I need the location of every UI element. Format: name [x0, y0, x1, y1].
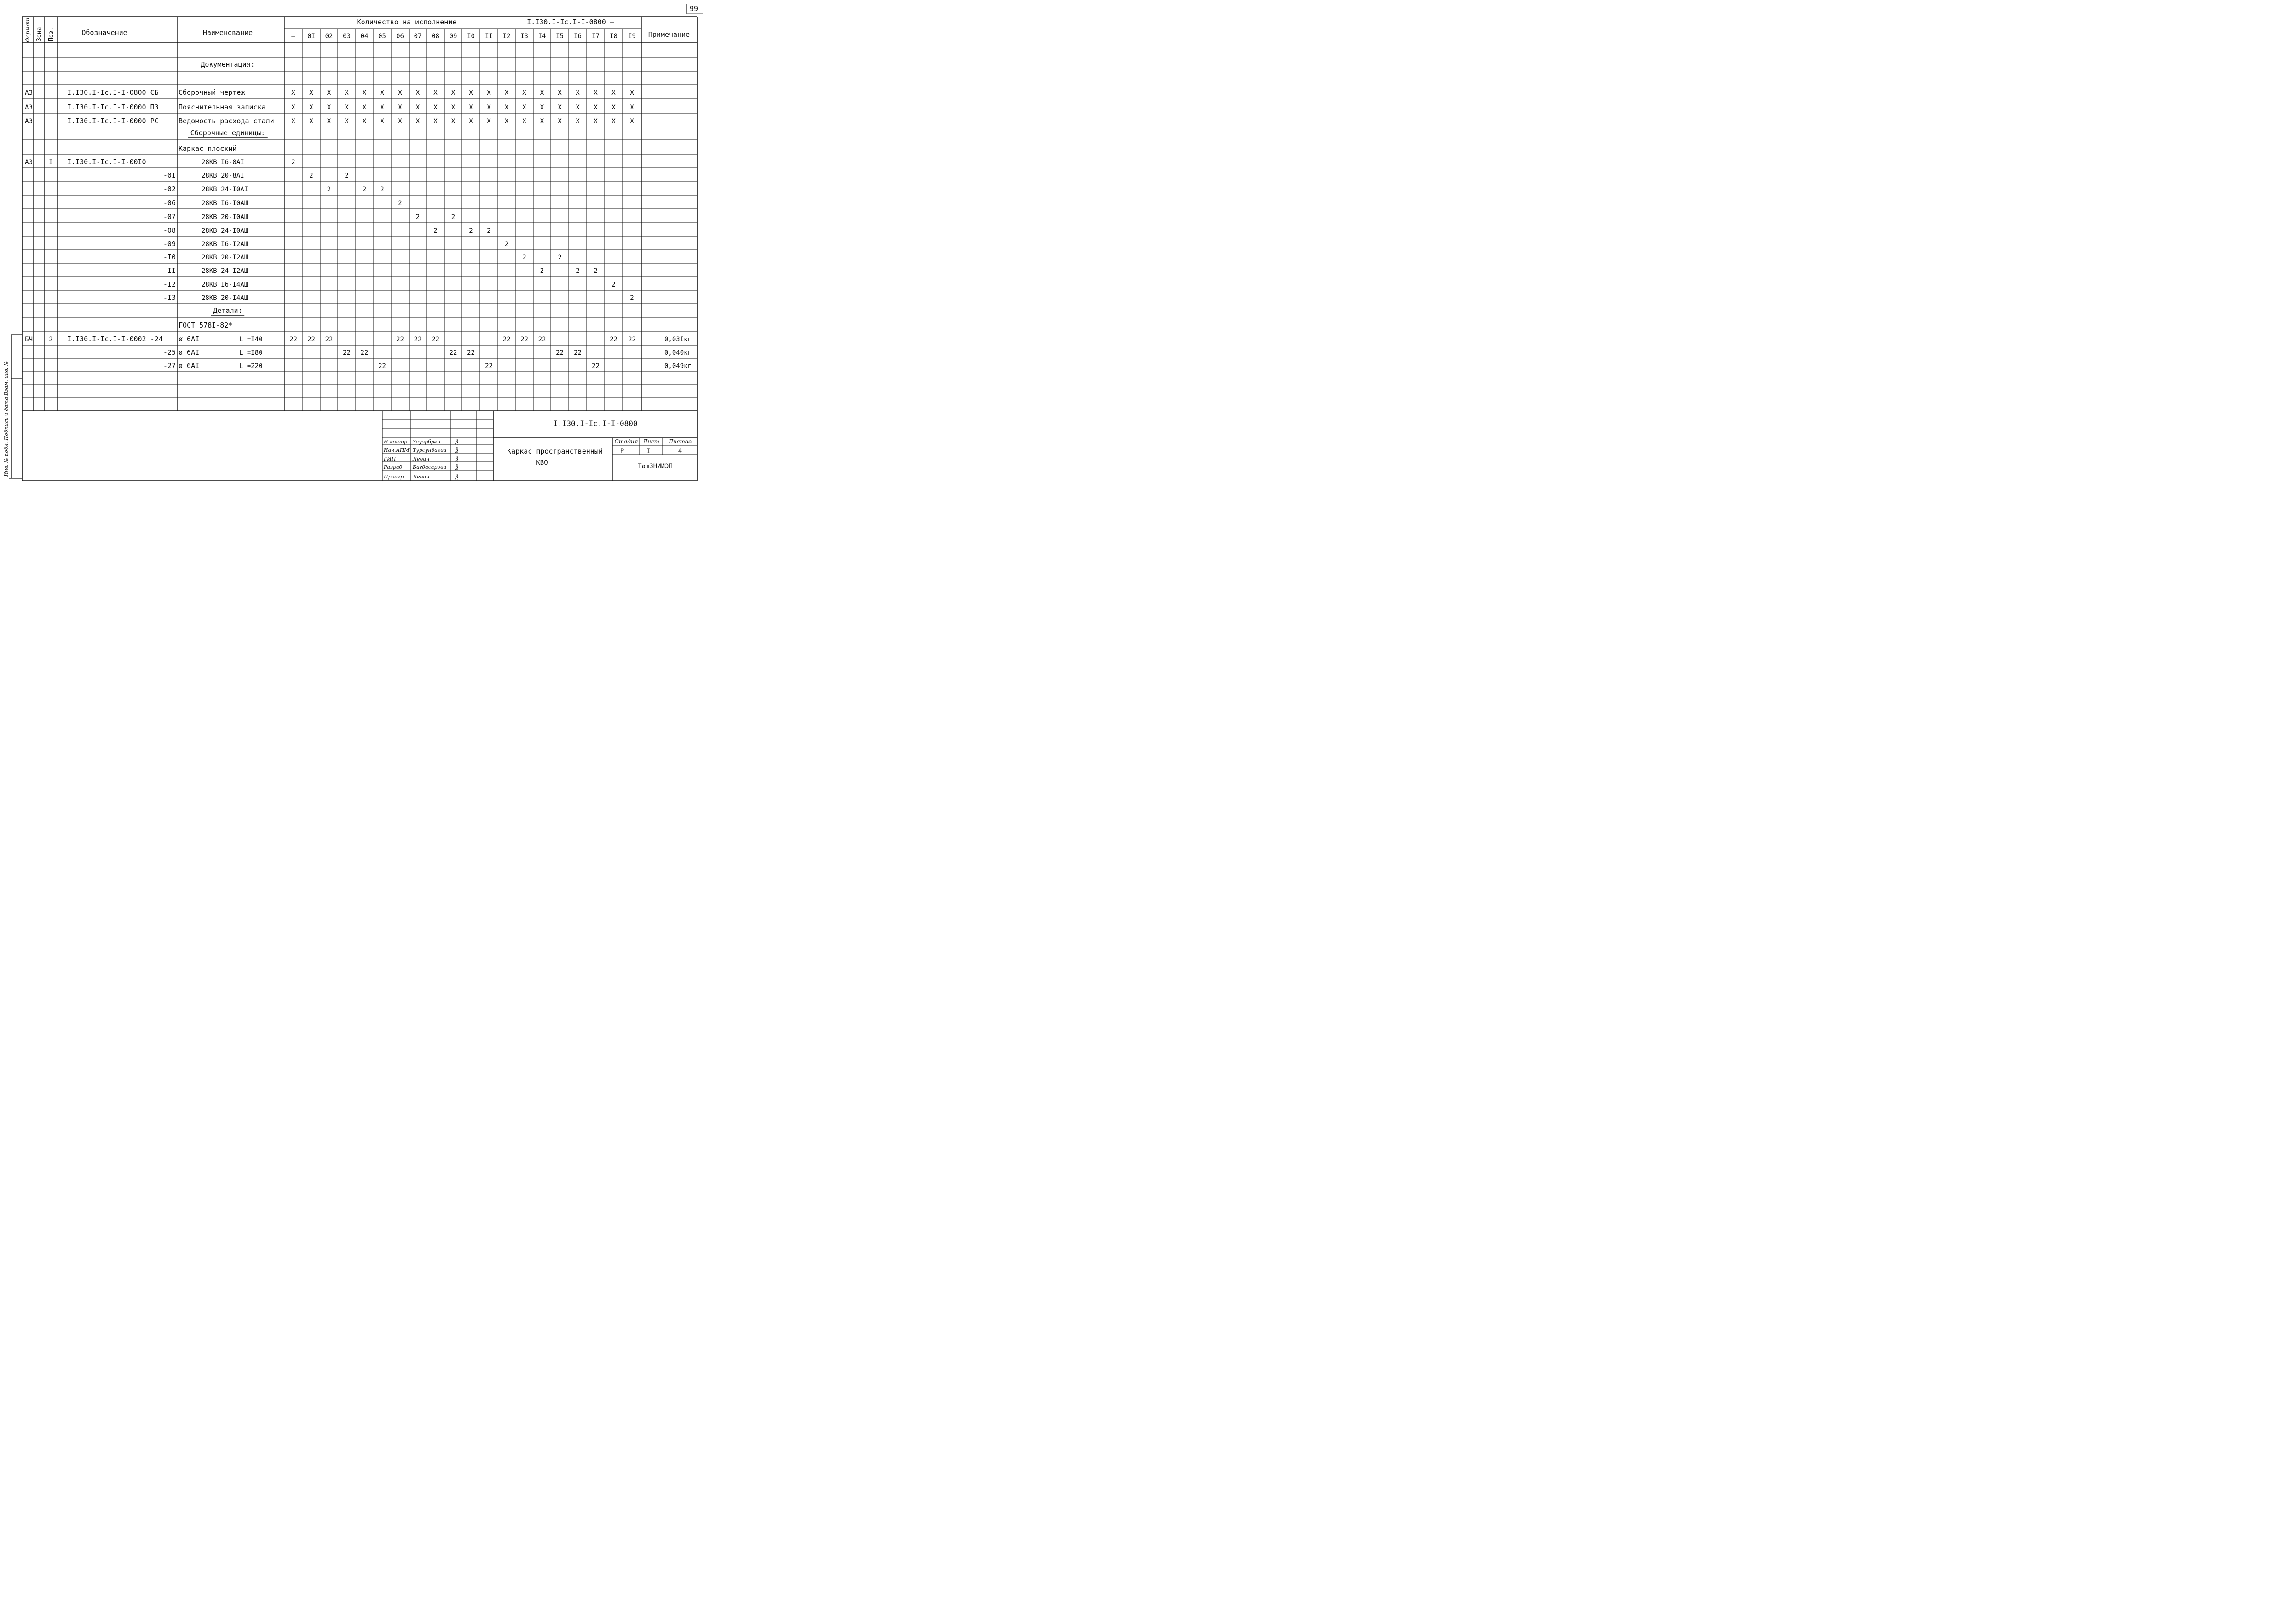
quantity-cell: X [451, 104, 456, 111]
row-length: L =I80 [239, 349, 263, 357]
row-name: Сборочный чертеж [179, 88, 245, 97]
row-name: Ведомость расхода стали [179, 117, 274, 125]
execution-header-17: I7 [592, 33, 600, 40]
row-name: 28КВ I6-I4АШ [202, 281, 248, 288]
quantity-cell: 22 [414, 336, 422, 343]
quantity-cell: 22 [307, 336, 315, 343]
quantity-cell: 2 [469, 227, 473, 235]
quantity-cell: X [345, 89, 349, 97]
quantity-cell: X [362, 118, 367, 125]
row-designation: I.I30.I-Ic.I-I-0000 РС [67, 117, 159, 125]
row-designation: -27 [163, 362, 176, 370]
quantity-cell: X [611, 104, 616, 111]
section-heading: Документация: [201, 60, 255, 69]
row-designation: I.I30.I-Ic.I-I-0000 ПЗ [67, 103, 159, 111]
execution-header-8: 08 [432, 33, 439, 40]
row-designation: -I3 [163, 294, 176, 302]
quantity-cell: 22 [396, 336, 404, 343]
title-organization: ТашЗНИИЭП [638, 463, 673, 470]
row-name: ø 6АI [179, 362, 200, 370]
signer-role: Разраб [384, 464, 403, 470]
header-doc-ref: I.I30.I-Ic.I-I-0800 – [527, 18, 614, 26]
quantity-cell: X [398, 89, 402, 97]
row-designation: -25 [163, 348, 176, 357]
row-designation: -II [163, 266, 176, 275]
row-format: А3 [25, 159, 33, 166]
quantity-cell: 22 [343, 349, 351, 357]
quantity-cell: X [611, 118, 616, 125]
row-designation: -I2 [163, 280, 176, 288]
row-note: 0,03Iкг [664, 336, 692, 343]
table-content [25, 33, 692, 370]
row-position: I [49, 159, 53, 166]
execution-header-4: 04 [360, 33, 369, 40]
section-heading: Детали: [213, 306, 242, 315]
title-sheets-label: Листов [668, 438, 692, 445]
title-sheet-label: Лист [643, 438, 659, 445]
row-name: Пояснительная записка [179, 103, 266, 111]
quantity-cell: 2 [451, 213, 456, 221]
quantity-cell: X [487, 104, 491, 111]
quantity-cell: 22 [378, 363, 386, 370]
quantity-cell: 2 [540, 267, 544, 275]
execution-header-14: I4 [538, 33, 546, 40]
signers-block [383, 438, 458, 480]
quantity-cell: X [540, 89, 544, 97]
quantity-cell: X [558, 118, 562, 125]
header-name: Наименование [202, 29, 253, 37]
signer-role: Провер. [384, 474, 405, 480]
quantity-cell: X [291, 104, 295, 111]
row-name: 28КВ I6-8АI [202, 159, 244, 166]
quantity-cell: 2 [611, 281, 616, 288]
row-name: 28КВ I6-I2АШ [202, 241, 248, 248]
quantity-cell: X [469, 89, 473, 97]
row-name: 28КВ 20-I0АШ [202, 213, 248, 221]
row-format: А3 [25, 104, 33, 111]
quantity-cell: 2 [380, 186, 384, 193]
quantity-cell: X [291, 89, 295, 97]
row-name: 28КВ 20-I2АШ [202, 254, 248, 261]
quantity-cell: X [345, 104, 349, 111]
header-designation: Обозначение [81, 29, 127, 37]
title-sheets: 4 [678, 448, 682, 455]
quantity-cell: X [630, 104, 634, 111]
row-designation: -06 [163, 199, 176, 207]
quantity-cell: X [522, 118, 526, 125]
row-designation: -07 [163, 213, 176, 221]
quantity-cell: X [309, 89, 313, 97]
page-number: 99 [689, 5, 698, 13]
quantity-cell: 22 [538, 336, 546, 343]
row-designation: I.I30.I-Ic.I-I-0800 СБ [67, 88, 159, 97]
quantity-cell: 22 [520, 336, 528, 343]
signer-name: Левин [413, 456, 430, 462]
signer-name: Зауэрбрей [413, 439, 441, 445]
title-stage-label: Стадия [614, 438, 638, 445]
quantity-cell: X [522, 89, 526, 97]
quantity-cell: 22 [467, 349, 475, 357]
row-name: Каркас плоский [179, 144, 237, 153]
row-name: 28КВ 24-I2АШ [202, 267, 248, 275]
quantity-cell: X [433, 118, 438, 125]
quantity-cell: 22 [432, 336, 439, 343]
header-format: Формат [24, 17, 31, 42]
quantity-cell: X [415, 89, 420, 97]
quantity-cell: X [291, 118, 295, 125]
signer-role: Нач.АПМ [384, 447, 410, 453]
row-name: 28КВ 20-I4АШ [202, 294, 248, 302]
quantity-cell: 22 [325, 336, 333, 343]
quantity-cell: 2 [504, 241, 509, 248]
quantity-cell: X [309, 118, 313, 125]
row-note: 0,049кг [664, 363, 692, 370]
quantity-cell: 22 [449, 349, 457, 357]
quantity-cell: 2 [362, 186, 367, 193]
quantity-cell: X [309, 104, 313, 111]
row-format: А3 [25, 118, 33, 125]
quantity-cell: 22 [574, 349, 582, 357]
signer-signature: Ѯ [456, 447, 458, 453]
quantity-cell: 22 [610, 336, 617, 343]
quantity-cell: 2 [630, 294, 634, 302]
quantity-cell: X [469, 104, 473, 111]
row-designation: I.I30.I-Ic.I-I-00I0 [67, 158, 146, 166]
signer-role: Н контр [384, 439, 407, 445]
row-designation: -0I [163, 171, 176, 179]
quantity-cell: X [594, 118, 598, 125]
quantity-cell: 2 [327, 186, 331, 193]
execution-header-5: 05 [378, 33, 386, 40]
specification-sheet [0, 0, 710, 504]
quantity-cell: 2 [522, 254, 526, 261]
quantity-cell: X [451, 89, 456, 97]
quantity-cell: X [611, 89, 616, 97]
quantity-cell: X [522, 104, 526, 111]
quantity-cell: X [433, 104, 438, 111]
quantity-cell: X [415, 104, 420, 111]
quantity-cell: X [540, 118, 544, 125]
row-name: 28КВ 24-I0АШ [202, 227, 248, 235]
title-sheet: I [646, 448, 651, 455]
row-position: 2 [49, 336, 53, 343]
execution-header-7: 07 [414, 33, 422, 40]
quantity-cell: X [504, 118, 509, 125]
quantity-cell: 22 [556, 349, 564, 357]
quantity-cell: 2 [576, 267, 580, 275]
quantity-cell: 2 [415, 213, 420, 221]
quantity-cell: X [380, 104, 384, 111]
quantity-cell: X [345, 118, 349, 125]
quantity-cell: 2 [558, 254, 562, 261]
execution-header-11: II [485, 33, 493, 40]
header-note: Примечание [648, 30, 690, 39]
row-length: L =220 [239, 363, 263, 370]
row-name: 28КВ I6-I0АШ [202, 200, 248, 207]
row-format: А3 [25, 89, 33, 97]
quantity-cell: X [487, 118, 491, 125]
signer-name: Левин [413, 474, 430, 480]
execution-header-18: I8 [610, 33, 617, 40]
execution-header-1: 0I [307, 33, 315, 40]
signer-name: Багдасарова [413, 464, 447, 470]
quantity-cell: 2 [487, 227, 491, 235]
row-designation: I.I30.I-Ic.I-I-0002 -24 [67, 335, 163, 343]
quantity-cell: X [327, 118, 331, 125]
quantity-cell: X [540, 104, 544, 111]
title-doc-code: I.I30.I-Ic.I-I-0800 [553, 419, 638, 428]
signer-name: Турсунбаева [413, 447, 447, 453]
row-designation: -09 [163, 240, 176, 248]
execution-header-0: – [291, 33, 295, 40]
quantity-cell: X [380, 89, 384, 97]
quantity-cell: X [594, 104, 598, 111]
signer-role: ГИП [384, 456, 396, 462]
execution-header-19: I9 [628, 33, 636, 40]
quantity-cell: X [415, 118, 420, 125]
quantity-cell: X [362, 104, 367, 111]
row-name: ГОСТ 578I-82* [179, 321, 233, 329]
execution-header-16: I6 [574, 33, 582, 40]
execution-header-3: 03 [343, 33, 351, 40]
quantity-cell: 2 [433, 227, 438, 235]
title-stage: Р [620, 448, 624, 455]
quantity-cell: X [327, 104, 331, 111]
header-quantity-title: Количество на исполнение [357, 18, 457, 26]
quantity-cell: 22 [628, 336, 636, 343]
row-length: L =I40 [239, 336, 263, 343]
row-name: 28КВ 20-8АI [202, 172, 244, 179]
quantity-cell: X [327, 89, 331, 97]
quantity-cell: 2 [309, 172, 313, 179]
row-designation: -02 [163, 185, 176, 193]
quantity-cell: X [380, 118, 384, 125]
quantity-cell: X [594, 89, 598, 97]
execution-header-12: I2 [502, 33, 511, 40]
signer-signature: Ѯ [456, 455, 458, 462]
quantity-cell: 2 [291, 159, 295, 166]
signer-signature: Ѯ [456, 438, 458, 445]
quantity-cell: 2 [594, 267, 598, 275]
quantity-cell: 22 [502, 336, 511, 343]
header-pos: Поз. [48, 27, 55, 41]
quantity-cell: X [630, 118, 634, 125]
title-product-name-line1: Каркас пространственный [507, 447, 603, 455]
quantity-cell: 2 [398, 200, 402, 207]
quantity-cell: X [487, 89, 491, 97]
quantity-cell: X [576, 104, 580, 111]
title-product-name-line2: КВО [536, 459, 548, 466]
side-strip-text: Инв. № подл. Подпись и дата Взам. инв. № [3, 361, 9, 477]
row-name: ø 6АI [179, 348, 200, 357]
quantity-cell: 22 [289, 336, 297, 343]
header-zone: Зона [36, 27, 43, 41]
quantity-cell: X [558, 89, 562, 97]
section-heading: Сборочные единицы: [190, 129, 265, 137]
row-name: 28КВ 24-I0АI [202, 186, 248, 193]
table-grid [9, 4, 703, 481]
quantity-cell: X [469, 118, 473, 125]
quantity-cell: 22 [360, 349, 369, 357]
quantity-cell: X [398, 118, 402, 125]
row-designation: -I0 [163, 253, 176, 261]
execution-header-10: I0 [467, 33, 475, 40]
row-designation: -08 [163, 226, 176, 235]
quantity-cell: X [433, 89, 438, 97]
signer-signature: Ѯ [456, 473, 458, 480]
quantity-cell: X [504, 89, 509, 97]
quantity-cell: 22 [485, 363, 493, 370]
quantity-cell: 2 [345, 172, 349, 179]
quantity-cell: 22 [592, 363, 600, 370]
execution-header-2: 02 [325, 33, 333, 40]
row-name: ø 6АI [179, 335, 200, 343]
execution-header-13: I3 [520, 33, 528, 40]
execution-header-6: 06 [396, 33, 404, 40]
execution-header-9: 09 [449, 33, 457, 40]
quantity-cell: X [398, 104, 402, 111]
quantity-cell: X [451, 118, 456, 125]
signer-signature: Ѯ [456, 464, 458, 470]
quantity-cell: X [630, 89, 634, 97]
row-format: БЧ [25, 336, 33, 343]
quantity-cell: X [558, 104, 562, 111]
quantity-cell: X [576, 89, 580, 97]
quantity-cell: X [576, 118, 580, 125]
execution-header-15: I5 [556, 33, 564, 40]
quantity-cell: X [362, 89, 367, 97]
quantity-cell: X [504, 104, 509, 111]
row-note: 0,040кг [664, 349, 692, 357]
